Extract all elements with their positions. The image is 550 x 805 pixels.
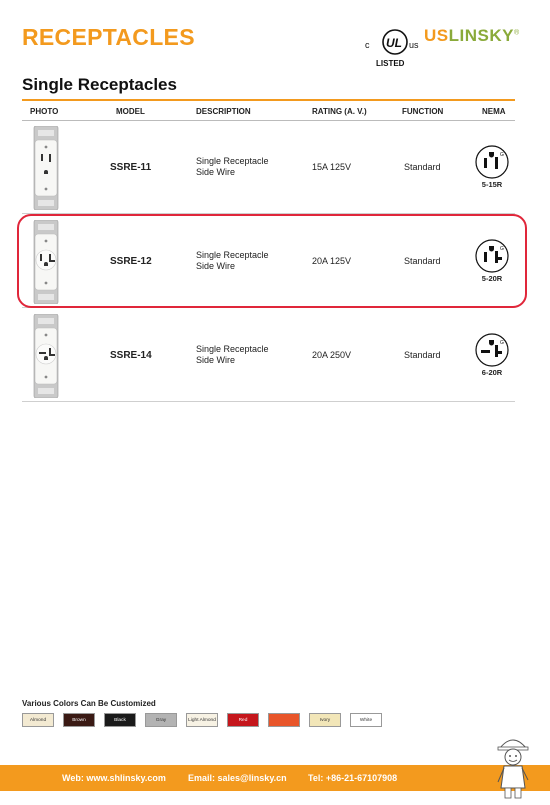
color-swatch: Red xyxy=(227,713,259,727)
description-line: Side Wire xyxy=(196,261,236,271)
description-line: Single Receptacle xyxy=(196,156,269,166)
table-header xyxy=(22,104,515,120)
col-description: DESCRIPTION xyxy=(196,107,251,116)
rating: 20A 250V xyxy=(312,350,352,360)
table-row xyxy=(22,122,515,214)
col-nema: NEMA xyxy=(482,107,506,116)
header-rule xyxy=(22,99,515,101)
col-rating: RATING (A. V.) xyxy=(312,107,367,116)
description-line: Side Wire xyxy=(196,355,236,365)
description-line: Side Wire xyxy=(196,167,236,177)
table-row xyxy=(22,310,515,402)
svg-text:c: c xyxy=(365,40,370,50)
col-photo: PHOTO xyxy=(30,107,59,116)
table-header-divider xyxy=(22,120,515,121)
description-line: Single Receptacle xyxy=(196,344,269,354)
color-swatch: Almond xyxy=(22,713,54,727)
rating: 20A 125V xyxy=(312,256,352,266)
svg-text:G: G xyxy=(500,152,504,158)
color-swatch: Brown xyxy=(63,713,95,727)
color-swatch: Light Almond xyxy=(186,713,218,727)
nema-label: 5-15R xyxy=(481,180,503,189)
footer-bar xyxy=(0,765,550,791)
brand-registered-mark: ® xyxy=(513,29,520,37)
rating: 15A 125V xyxy=(312,162,352,172)
ul-listed-logo xyxy=(362,22,428,68)
function: Standard xyxy=(404,162,441,172)
color-swatch: White xyxy=(350,713,382,727)
footer-tel: Tel: +86-21-67107908 xyxy=(308,773,398,783)
nema-label: 5-20R xyxy=(481,274,503,283)
description xyxy=(196,344,296,366)
footer-web[interactable]: Web: www.shlinsky.com xyxy=(62,773,166,783)
nema-label: 6-20R xyxy=(481,368,503,377)
brand-logo xyxy=(424,26,520,46)
nema-6-20r-icon xyxy=(474,332,510,368)
svg-text:G: G xyxy=(500,246,504,252)
section-title: Single Receptacles xyxy=(22,75,177,94)
function: Standard xyxy=(404,256,441,266)
color-swatch xyxy=(268,713,300,727)
receptacle-photo xyxy=(30,126,62,210)
color-swatch: Black xyxy=(104,713,136,727)
svg-text:G: G xyxy=(500,340,504,346)
svg-text:us: us xyxy=(409,40,419,50)
description xyxy=(196,156,296,178)
description-line: Single Receptacle xyxy=(196,250,269,260)
svg-text:LISTED: LISTED xyxy=(376,59,405,68)
nema-config xyxy=(472,332,512,382)
receptacle-photo xyxy=(30,314,62,398)
row-highlight-outline xyxy=(17,214,527,308)
model-number: SSRE-11 xyxy=(110,162,152,173)
brand-us: US xyxy=(424,26,449,45)
page-title: RECEPTACLES xyxy=(22,24,195,50)
model-number: SSRE-14 xyxy=(110,350,152,361)
col-function: FUNCTION xyxy=(402,107,444,116)
footer-email[interactable]: Email: sales@linsky.cn xyxy=(188,773,287,783)
col-model: MODEL xyxy=(116,107,145,116)
row-divider xyxy=(22,401,515,402)
nema-5-15r-icon xyxy=(474,144,510,180)
mascot-icon xyxy=(490,728,536,800)
brand-linsky: LINSKY xyxy=(448,26,514,45)
function: Standard xyxy=(404,350,441,360)
color-swatch: Ivory xyxy=(309,713,341,727)
nema-config xyxy=(472,144,512,194)
color-swatches xyxy=(22,713,422,729)
colors-title: Various Colors Can Be Customized xyxy=(22,699,156,708)
color-swatch: Gray xyxy=(145,713,177,727)
svg-text:UL: UL xyxy=(386,36,402,50)
model-number: SSRE-12 xyxy=(110,256,152,267)
